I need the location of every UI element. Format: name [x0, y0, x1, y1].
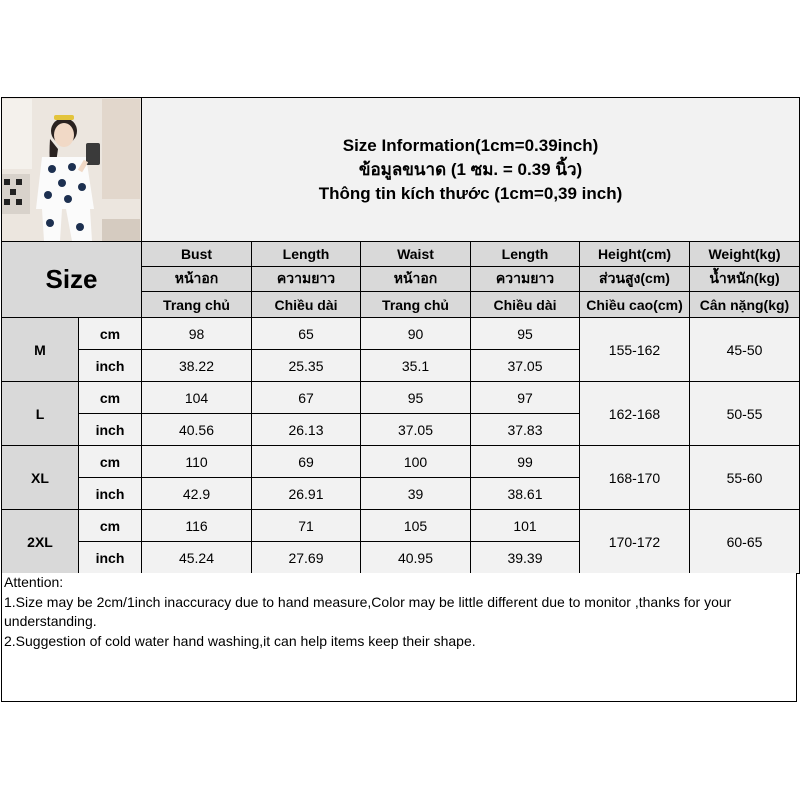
length2-cm: 101 [471, 510, 580, 542]
col-header-bust-vi: Trang chủ [142, 292, 252, 318]
size-label-l: L [2, 382, 79, 446]
unit-inch: inch [79, 478, 142, 510]
length2-inch: 37.83 [471, 414, 580, 446]
length2-cm: 99 [471, 446, 580, 478]
info-line-thai: ข้อมูลขนาด (1 ซม. = 0.39 นิ้ว) [358, 159, 583, 179]
info-line-english: Size Information(1cm=0.39inch) [342, 135, 599, 155]
info-line-vietnamese: Thông tin kích thước (1cm=0,39 inch) [318, 183, 623, 203]
unit-cm: cm [79, 318, 142, 350]
weight-range: 50-55 [690, 382, 800, 446]
col-header-height-en: Height(cm) [580, 242, 690, 267]
bust-inch: 38.22 [142, 350, 252, 382]
waist-inch: 40.95 [361, 542, 471, 574]
col-header-length-en: Length [252, 242, 361, 267]
length-inch: 26.91 [252, 478, 361, 510]
col-header-height-th: ส่วนสูง(cm) [580, 267, 690, 292]
waist-inch: 39 [361, 478, 471, 510]
waist-cm: 95 [361, 382, 471, 414]
length2-inch: 39.39 [471, 542, 580, 574]
col-header-length2-th: ความยาว [471, 267, 580, 292]
bust-cm: 116 [142, 510, 252, 542]
col-header-weight-th: น้ำหนัก(kg) [690, 267, 800, 292]
unit-inch: inch [79, 414, 142, 446]
unit-cm: cm [79, 446, 142, 478]
height-range: 170-172 [580, 510, 690, 574]
length2-cm: 95 [471, 318, 580, 350]
length2-inch: 37.05 [471, 350, 580, 382]
weight-range: 45-50 [690, 318, 800, 382]
col-header-length2-en: Length [471, 242, 580, 267]
waist-cm: 90 [361, 318, 471, 350]
col-header-bust-en: Bust [142, 242, 252, 267]
height-range: 168-170 [580, 446, 690, 510]
col-header-height-vi: Chiều cao(cm) [580, 292, 690, 318]
bust-inch: 42.9 [142, 478, 252, 510]
height-range: 162-168 [580, 382, 690, 446]
col-header-waist-en: Waist [361, 242, 471, 267]
length-cm: 71 [252, 510, 361, 542]
waist-inch: 35.1 [361, 350, 471, 382]
unit-inch: inch [79, 350, 142, 382]
col-header-weight-vi: Cân nặng(kg) [690, 292, 800, 318]
length-inch: 26.13 [252, 414, 361, 446]
product-photo [2, 98, 142, 242]
size-table [1, 97, 800, 574]
size-header: Size [2, 242, 142, 318]
bust-cm: 104 [142, 382, 252, 414]
length-cm: 67 [252, 382, 361, 414]
length-cm: 69 [252, 446, 361, 478]
bust-cm: 110 [142, 446, 252, 478]
bust-cm: 98 [142, 318, 252, 350]
bust-inch: 40.56 [142, 414, 252, 446]
col-header-bust-th: หน้าอก [142, 267, 252, 292]
unit-inch: inch [79, 542, 142, 574]
weight-range: 60-65 [690, 510, 800, 574]
size-label-m: M [2, 318, 79, 382]
weight-range: 55-60 [690, 446, 800, 510]
waist-cm: 100 [361, 446, 471, 478]
waist-cm: 105 [361, 510, 471, 542]
attention-title: Attention: [4, 574, 64, 590]
length-cm: 65 [252, 318, 361, 350]
attention-notes [1, 573, 797, 702]
col-header-length2-vi: Chiều dài [471, 292, 580, 318]
col-header-length-th: ความยาว [252, 267, 361, 292]
waist-inch: 37.05 [361, 414, 471, 446]
size-label-2xl: 2XL [2, 510, 79, 574]
unit-cm: cm [79, 510, 142, 542]
col-header-waist-vi: Trang chủ [361, 292, 471, 318]
col-header-length-vi: Chiều dài [252, 292, 361, 318]
size-label-xl: XL [2, 446, 79, 510]
length-inch: 25.35 [252, 350, 361, 382]
col-header-weight-en: Weight(kg) [690, 242, 800, 267]
length2-inch: 38.61 [471, 478, 580, 510]
col-header-waist-th: หน้าอก [361, 267, 471, 292]
attention-note-1: 1.Size may be 2cm/1inch inaccuracy due to hand measure,Color may be little different due to monitor ,thanks for your understanding. [4, 593, 732, 629]
attention-note-2: 2.Suggestion of cold water hand washing,it can help items keep their shape. [4, 632, 476, 649]
size-information-header [142, 98, 800, 242]
length2-cm: 97 [471, 382, 580, 414]
length-inch: 27.69 [252, 542, 361, 574]
bust-inch: 45.24 [142, 542, 252, 574]
height-range: 155-162 [580, 318, 690, 382]
unit-cm: cm [79, 382, 142, 414]
